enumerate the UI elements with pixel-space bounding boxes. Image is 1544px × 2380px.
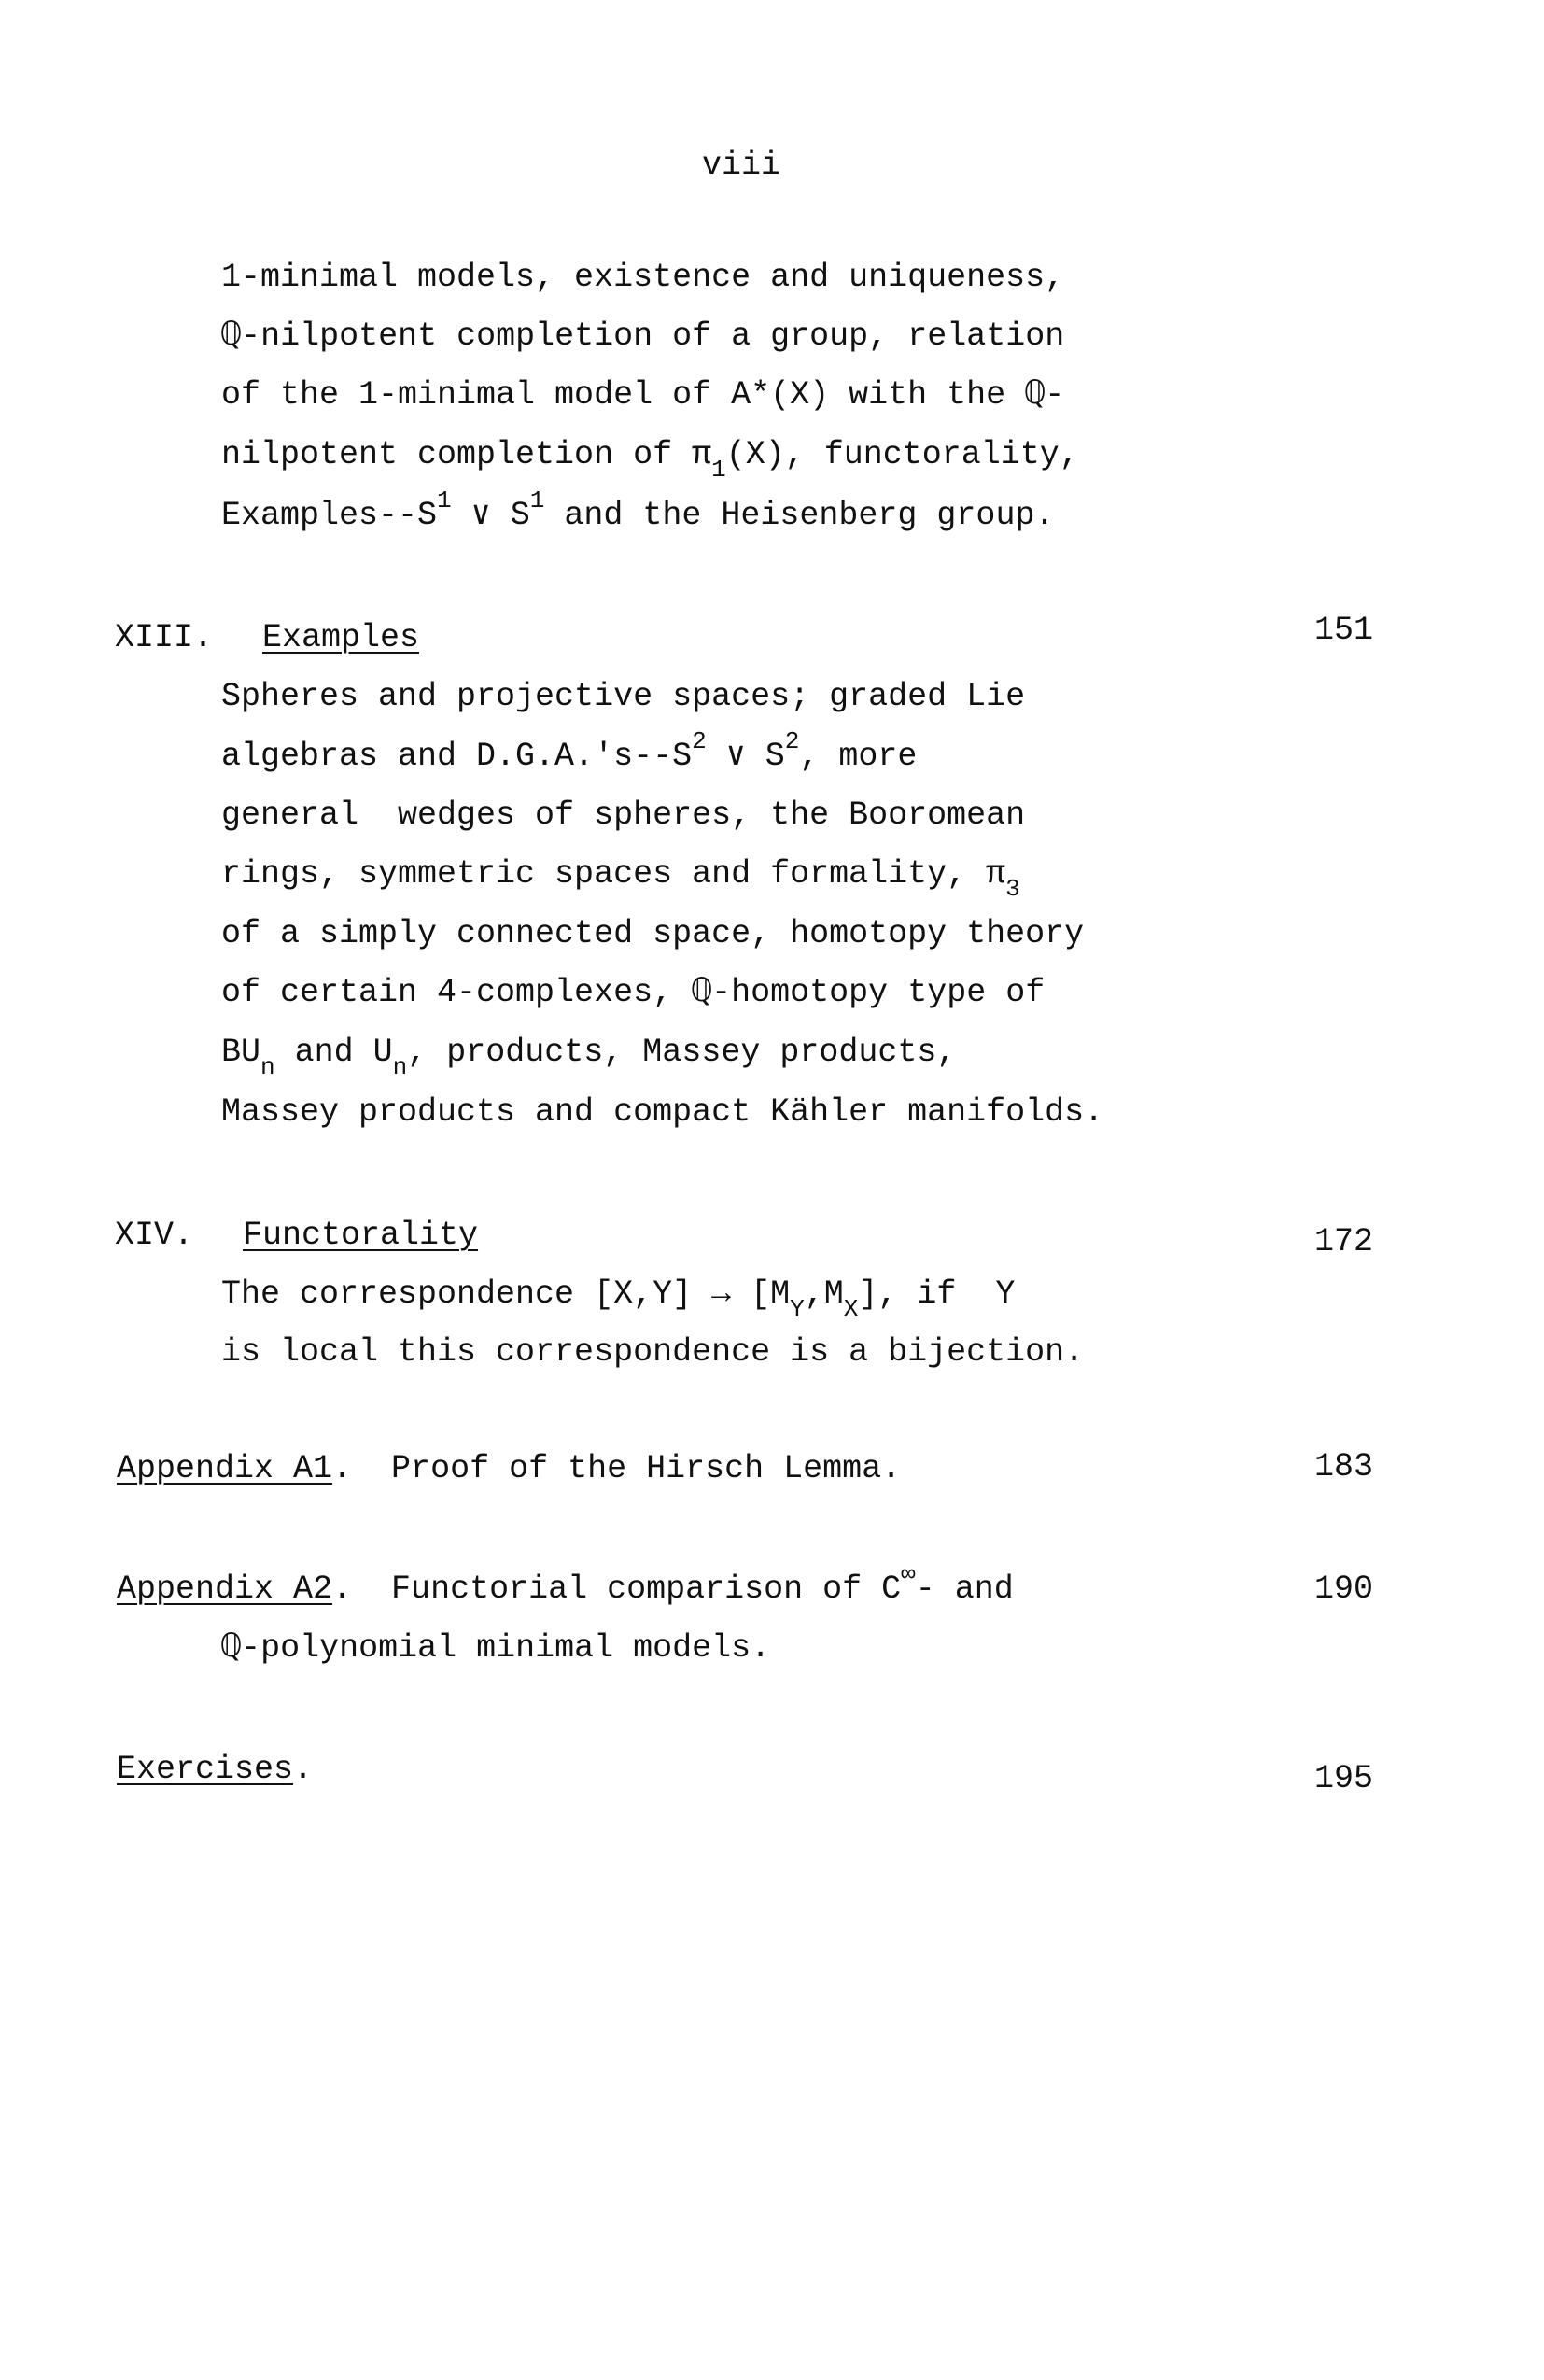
sec13-line-6: of certain 4-complexes, ℚ-homotopy type of: [221, 974, 1046, 1011]
sec13-line-1: Spheres and projective spaces; graded Lie: [221, 678, 1026, 715]
appendix-a2-label: Appendix A2: [117, 1570, 333, 1608]
appendix-a1-entry: Appendix A1. Proof of the Hirsch Lemma.: [117, 1450, 902, 1487]
appendix-a2-entry: Appendix A2. Functorial comparison of C∞- and: [117, 1560, 1014, 1608]
page-header: viii: [702, 147, 781, 184]
sec14-number: XIV.: [115, 1217, 194, 1254]
appendix-a1-label: Appendix A1: [117, 1450, 333, 1487]
sec13-title: Examples: [262, 619, 420, 656]
appendix-a2-page: 190: [1314, 1570, 1374, 1608]
intro-line-4: nilpotent completion of $\pi_1(X)$, functorality,: [221, 436, 1079, 484]
exercises-entry: Exercises.: [117, 1751, 314, 1788]
sec14-line-2: is local this correspondence is a bijection.: [221, 1333, 1085, 1371]
sec14-page: 172: [1314, 1223, 1374, 1260]
intro-line-2: ℚ-nilpotent completion of a group, relation: [221, 317, 1065, 355]
sec13-line-7: $BU_n$ and $U_n$, products, Massey products,: [221, 1034, 957, 1081]
sec13-line-3: general wedges of spheres, the Booromean: [221, 796, 1026, 834]
sec13-page: 151: [1314, 612, 1374, 649]
appendix-a1-page: 183: [1314, 1448, 1374, 1486]
intro-line-1: 1-minimal models, existence and uniqueness,: [221, 259, 1065, 296]
intro-line-5: Examples-$-S^1$ ∨ $S^1$ and the Heisenberg group.: [221, 486, 1055, 534]
sec13-line-4: rings, symmetric spaces and formality, $\pi_3$: [221, 855, 1020, 903]
sec13-line-2: algebras and $D.G.A.'s--S^2$ ∨ $S^2$, more: [221, 727, 918, 775]
sec14-line-1: The correspondence $[X,Y] \to [M_Y,M_X]$, if Y: [221, 1275, 1016, 1323]
intro-line-3: of the 1-minimal model of A*(X) with the ℚ-: [221, 376, 1065, 414]
sec13-line-8: Massey products and compact Kähler manifolds.: [221, 1093, 1104, 1131]
sec14-title: Functorality: [243, 1217, 479, 1254]
exercises-page: 195: [1314, 1760, 1374, 1797]
appendix-a2-line-2: ℚ-polynomial minimal models.: [221, 1629, 771, 1667]
sec13-line-5: of a simply connected space, homotopy theory: [221, 915, 1085, 952]
exercises-label: Exercises: [117, 1751, 294, 1788]
sec13-number: XIII.: [115, 619, 214, 656]
